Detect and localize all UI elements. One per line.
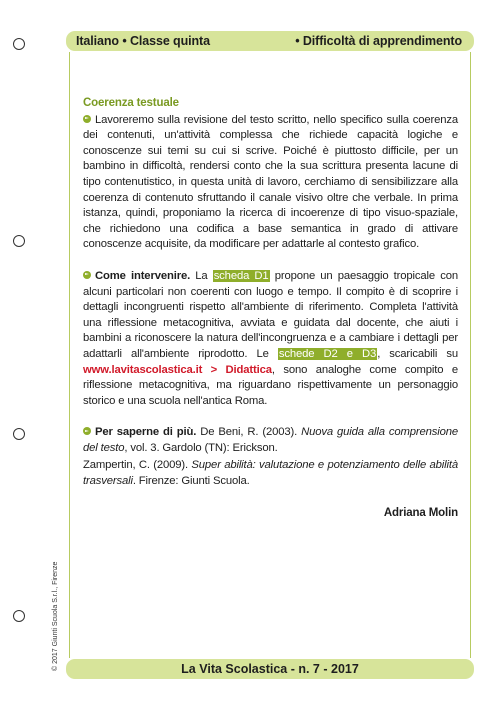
binder-hole-2 <box>13 235 25 247</box>
how-to-text-3: , scaricabili su <box>377 347 458 360</box>
intro-paragraph <box>83 113 458 253</box>
ref1-author: De Beni, R. (2003). <box>196 426 302 439</box>
page-footer <box>66 659 474 679</box>
arrow-bullet-icon <box>83 271 91 279</box>
right-margin-line <box>470 52 471 658</box>
arrow-bullet-icon <box>83 427 91 435</box>
binder-hole-1 <box>13 38 25 50</box>
references-paragraph <box>83 425 458 456</box>
binder-hole-3 <box>13 428 25 440</box>
arrow-bullet-icon <box>83 115 91 123</box>
article-body <box>83 96 458 521</box>
how-to-lead: Come intervenire. <box>95 269 191 282</box>
left-margin-line <box>69 52 70 658</box>
ref2-title: Super abilità: valutazione e potenziamento delle abilità trasversali <box>83 459 458 488</box>
copyright-notice: © 2017 Giunti Scuola S.r.l., Firenze <box>52 561 59 671</box>
how-to-paragraph <box>83 269 458 409</box>
references-lead: Per saperne di più. <box>95 426 197 439</box>
footer-text: La Vita Scolastica - n. 7 - 2017 <box>181 662 359 676</box>
website-link[interactable]: www.lavitascolastica.it > Didattica <box>83 363 272 376</box>
header-topic: • Difficoltà di apprendimento <box>295 34 462 48</box>
author-name: Adriana Molin <box>383 506 458 519</box>
binder-hole-4 <box>13 610 25 622</box>
schede-d2-d3-highlight: schede D2 e D3 <box>278 347 377 360</box>
how-to-text-1: La <box>190 269 213 282</box>
header-subject: Italiano • Classe quinta <box>76 34 210 48</box>
intro-text: Lavoreremo sulla revisione del testo scritto, nello specifico sulla coerenza dei contenuti, un'attività complessa che richiede capacità logiche e conoscenze sui temi su cui si scrive. Poiché è piuttosto difficile, per un bambino in difficoltà, rendersi conto che la sua scrittura presenta lacune di tipo contenutistico, in questa unità di lavoro, cerchiamo di sensibilizzare alla coerenza di contenuto sfruttando il canale visivo oltre che verbale. In prima istanza, quindi, proponiamo la ricerca di incoerenze di tipo visuo-spaziale, che richiedono una codifica a base semantica in grado di attivare conoscenze acquisite, da modificare per adattarle al contesto grafico. <box>83 113 458 251</box>
page-header <box>66 31 474 51</box>
ref2-publisher: . Firenze: Giunti Scuola. <box>132 475 250 488</box>
how-to-text-4: , sono analoghe come compito e riflessione metacognitiva, ma riguardano rispettivamente un personaggio storico e una scuola nell'antica Roma. <box>83 363 458 407</box>
reference-2 <box>83 458 458 489</box>
how-to-text-2: propone un paesaggio tropicale con alcuni particolari non coerenti con luogo e tempo. Il compito è di scoprire i dettagli incongruenti rispetto all'ambiente di riferimento. Completa l'attività una riflessione metacognitiva, avviata e guidata dal docente, che aiuti i bambini a riconoscere la natura dell'incongruenza e a cambiare i dettagli per adattarli all'ambiente riprodotto. Le <box>83 269 458 360</box>
ref2-author: Zampertin, C. (2009). <box>83 459 192 472</box>
ref1-title: Nuova guida alla comprensione del testo <box>83 426 459 454</box>
scheda-d1-highlight: scheda D1 <box>213 269 269 282</box>
section-title: Coerenza testuale <box>83 97 179 109</box>
ref1-publisher: , vol. 3. Gardolo (TN): Erickson. <box>124 441 278 454</box>
